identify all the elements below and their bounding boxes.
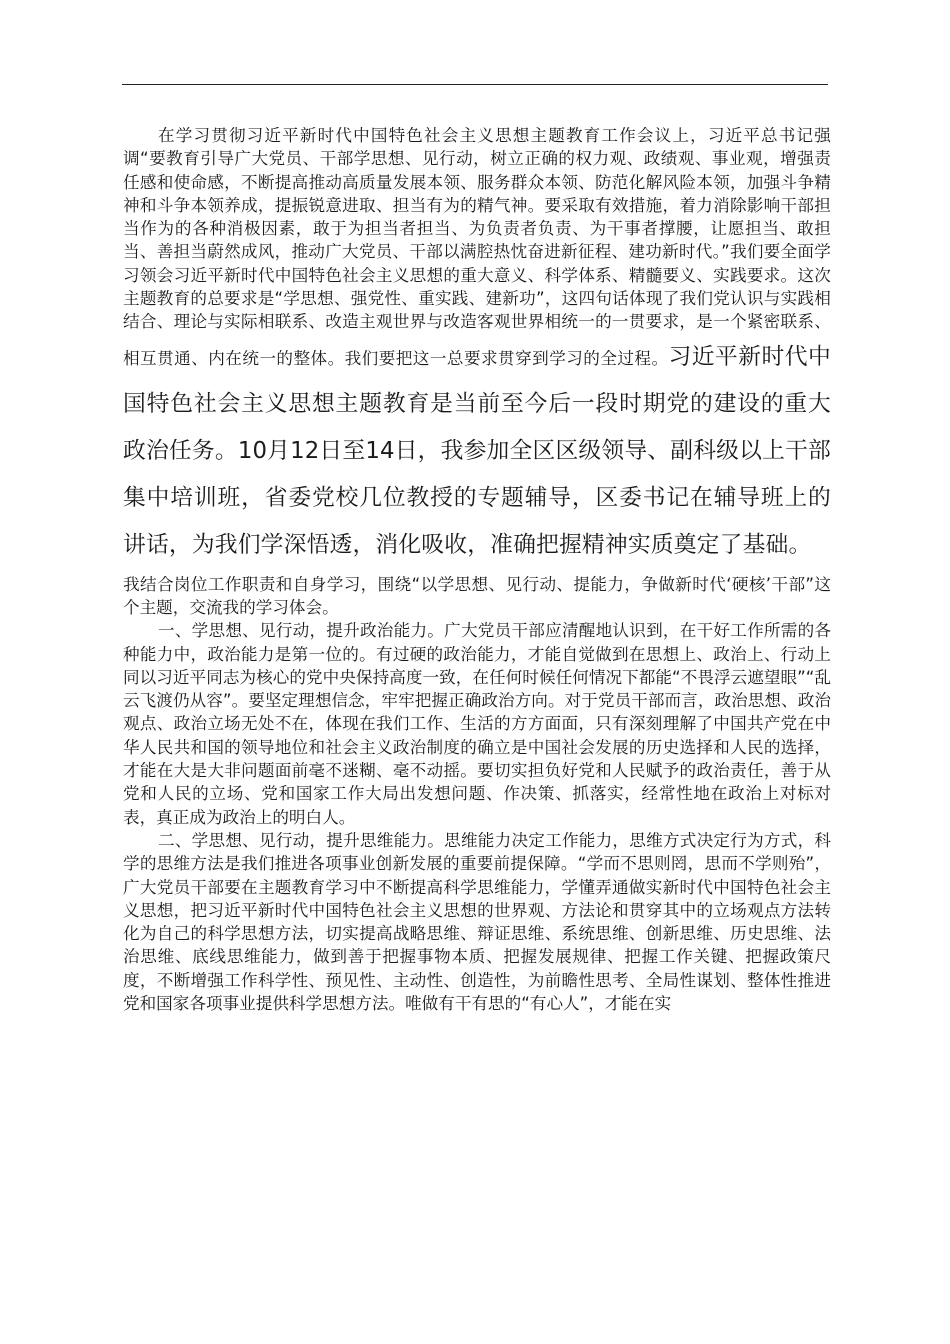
paragraph xyxy=(123,124,831,569)
document-body xyxy=(123,124,831,1015)
paragraph: 二、学思想、见行动，提升思维能力。思维能力决定工作能力，思维方式决定行为方式，科学的思维方法是我们推进各项事业创新发展的重要前提保障。“学而不思则罔，思而不学则殆”，广大党员干部要在主题教育学习中不断提高科学思维能力，学懂弄通做实新时代中国特色社会主义思想，把习近平新时代中国特色社会主义思想的世界观、方法论和贯穿其中的立场观点方法转化为自己的科学思想方法，切实提高战略思维、辩证思维、系统思维、创新思维、历史思维、法治思维、底线思维能力，做到善于把握事物本质、把握发展规律、把握工作关键、把握政策尺度，不断增强工作科学性、预见性、主动性、创造性，为前瞻性思考、全局性谋划、整体性推进党和国家各项事业提供科学思想方法。唯做有干有思的“有心人”，才能在实 xyxy=(123,830,831,1014)
paragraph-text-large: 习近平新时代中国特色社会主义思想主题教育是当前至今后一段时期党的建设的重大政治任务。10月12日至14日，我参加全区区级领导、副科级以上干部集中培训班，省委党校几位教授的专题辅导，区委书记在辅导班上的讲话，为我们学深悟透，消化吸收，准确把握精神实质奠定了基础。 xyxy=(123,343,831,558)
paragraph-text: 在学习贯彻习近平新时代中国特色社会主义思想主题教育工作会议上，习近平总书记强调“要教育引导广大党员、干部学思想、见行动，树立正确的权力观、政绩观、事业观，增强责任感和使命感，不断提高推动高质量发展本领、服务群众本领、防范化解风险本领，加强斗争精神和斗争本领养成，提振锐意进取、担当有为的精气神。要采取有效措施，着力消除影响干部担当作为的各种消极因素，敢于为担当者担当、为负责者负责、为干事者撑腰，让愿担当、敢担当、善担当蔚然成风，推动广大党员、干部以满腔热忱奋进新征程、建功新时代。”我们要全面学习领会习近平新时代中国特色社会主义思想的重大意义、科学体系、精髓要义、实践要求。这次主题教育的总要求是“学思想、强党性、重实践、建新功”，这四句话体现了我们党认识与实践相结合、理论与实际相联系、改造主观世界与改造客观世界相统一的一贯要求，是一个紧密联系、相互贯通、内在统一的整体。我们要把这一总要求贯穿到学习的全过程。 xyxy=(123,126,831,368)
paragraph: 我结合岗位工作职责和自身学习，围绕“以学思想、见行动、提能力，争做新时代‘硬核’干部”这个主题，交流我的学习体会。 xyxy=(123,574,831,617)
paragraph: 一、学思想、见行动，提升政治能力。广大党员干部应清醒地认识到，在干好工作所需的各种能力中，政治能力是第一位的。有过硬的政治能力，才能自觉做到在思想上、政治上、行动上同以习近平同志为核心的党中央保持高度一致，在任何时候任何情况下都能“不畏浮云遮望眼”“乱云飞渡仍从容”。要坚定理想信念，牢牢把握正确政治方向。对于党员干部而言，政治思想、政治观点、政治立场无处不在，体现在我们工作、生活的方方面面，只有深刻理解了中国共产党在中华人民共和国的领导地位和社会主义政治制度的确立是中国社会发展的历史选择和人民的选择，才能在大是大非问题面前毫不迷糊、毫不动摇。要切实担负好党和人民赋予的政治责任，善于从党和人民的立场、党和国家工作大局出发想问题、作决策、抓落实，经常性地在政治上对标对表，真正成为政治上的明白人。 xyxy=(123,621,831,827)
header-rule xyxy=(122,84,828,85)
